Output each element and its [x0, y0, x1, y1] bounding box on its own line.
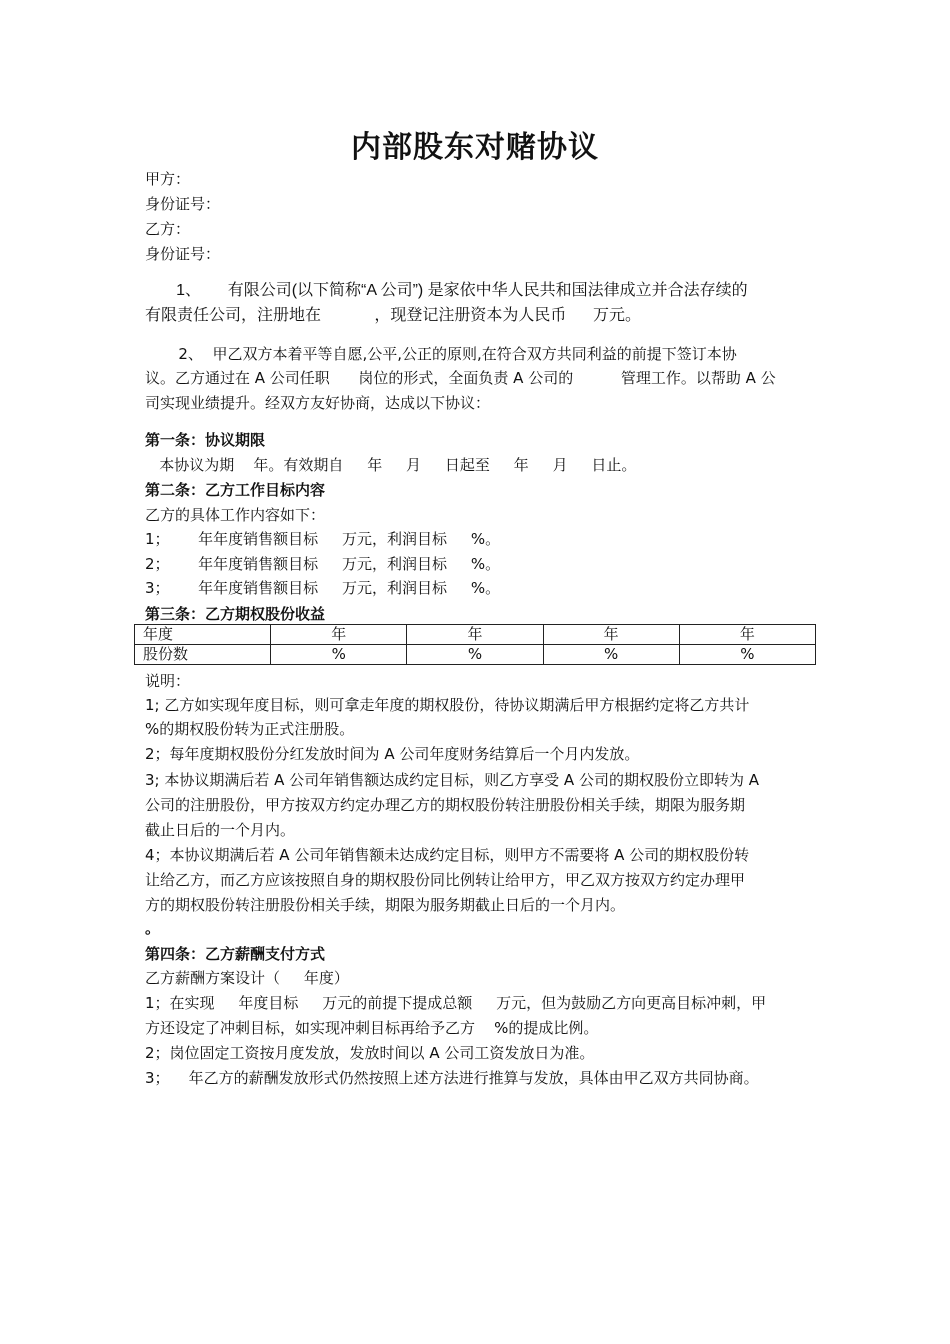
- clause-1-line-2: 有限责任公司，注册地在 ，现登记注册资本为人民币 万元。: [145, 307, 642, 324]
- table-cell: 年: [407, 625, 543, 645]
- note-line: %的期权股份转为正式注册股。: [145, 720, 355, 738]
- article-4-line: 3； 年乙方的薪酬发放形式仍然按照上述方法进行推算与发放，具体由甲乙双方共同协商。: [145, 1069, 759, 1087]
- table-cell: 股份数: [135, 645, 271, 665]
- table-cell: %: [407, 645, 543, 665]
- article-4-line: 方还设定了冲刺目标，如实现冲刺目标再给予乙方 %的提成比例。: [145, 1019, 599, 1037]
- party-a-id-label: 身份证号：: [145, 195, 221, 213]
- article-4-line: 2；岗位固定工资按月度发放，发放时间以 A 公司工资发放日为准。: [145, 1044, 595, 1062]
- table-cell: 年: [271, 625, 407, 645]
- table-cell: %: [679, 645, 815, 665]
- table-cell: %: [543, 645, 679, 665]
- party-b-id-label: 身份证号：: [145, 245, 221, 263]
- article-1-body: 本协议为期 年。有效期自 年 月 日起至 年 月 日止。: [145, 456, 637, 474]
- article-4-heading: 第四条：乙方薪酬支付方式: [145, 945, 326, 963]
- equity-table: [134, 624, 816, 665]
- article-1-heading: 第一条：协议期限: [145, 431, 266, 449]
- table-cell: 年度: [135, 625, 271, 645]
- clause-2-line-2: 议。乙方通过在 A 公司任职 岗位的形式，全面负责 A 公司的 管理工作。以帮助 A 公: [145, 369, 776, 387]
- clause-1-line-1: 1、 有限公司(以下简称“A 公司”) 是家依中华人民共和国法律成立并合法存续的: [145, 282, 748, 299]
- clause-2-line-3: 司实现业绩提升。经双方友好协商，达成以下协议：: [145, 394, 491, 412]
- note-line: 方的期权股份转注册股份相关手续，期限为服务期截止日后的一个月内。: [145, 896, 626, 914]
- note-line: 公司的注册股份，甲方按双方约定办理乙方的期权股份转注册股份相关手续，期限为服务期: [145, 796, 746, 814]
- party-b-label: 乙方：: [145, 220, 191, 238]
- table-cell: 年: [543, 625, 679, 645]
- article-3-heading: 第三条：乙方期权股份收益: [145, 605, 326, 623]
- table-row: [135, 645, 816, 665]
- party-a-label: 甲方：: [145, 170, 191, 188]
- table-cell: %: [271, 645, 407, 665]
- article-2-intro: 乙方的具体工作内容如下：: [145, 506, 326, 524]
- document-title: 内部股东对赌协议: [351, 130, 599, 165]
- article-2-item: 2； 年年度销售额目标 万元，利润目标 %。: [145, 555, 501, 573]
- note-line: 让给乙方，而乙方应该按照自身的期权股份同比例转让给甲方，甲乙双方按双方约定办理甲: [145, 871, 746, 889]
- article-2-heading: 第二条：乙方工作目标内容: [145, 481, 326, 499]
- note-line: 截止日后的一个月内。: [145, 821, 296, 839]
- clause-2-line-1: 2、 甲乙双方本着平等自愿,公平,公正的原则,在符合双方共同利益的前提下签订本协: [145, 345, 737, 363]
- article-4-line: 1；在实现 年度目标 万元的前提下提成总额 万元，但为鼓励乙方向更高目标冲刺，甲: [145, 994, 767, 1012]
- article-2-item: 3； 年年度销售额目标 万元，利润目标 %。: [145, 579, 501, 597]
- article-4-line: 乙方薪酬方案设计（ 年度）: [145, 969, 349, 987]
- notes-heading: 说明：: [145, 672, 191, 690]
- note-line: 3; 本协议期满后若 A 公司年销售额达成约定目标，则乙方享受 A 公司的期权股份立即转为 A: [145, 771, 759, 789]
- table-row: [135, 625, 816, 645]
- note-line: 2；每年度期权股份分红发放时间为 A 公司年度财务结算后一个月内发放。: [145, 745, 640, 763]
- table-cell: 年: [679, 625, 815, 645]
- article-2-item: 1； 年年度销售额目标 万元，利润目标 %。: [145, 530, 501, 548]
- note-line: 4；本协议期满后若 A 公司年销售额未达成约定目标，则甲方不需要将 A 公司的期权股份转: [145, 846, 750, 864]
- note-line: 1; 乙方如实现年度目标，则可拿走年度的期权股份，待协议期满后甲方根据约定将乙方共计: [145, 696, 750, 714]
- note-line: 。: [145, 919, 161, 937]
